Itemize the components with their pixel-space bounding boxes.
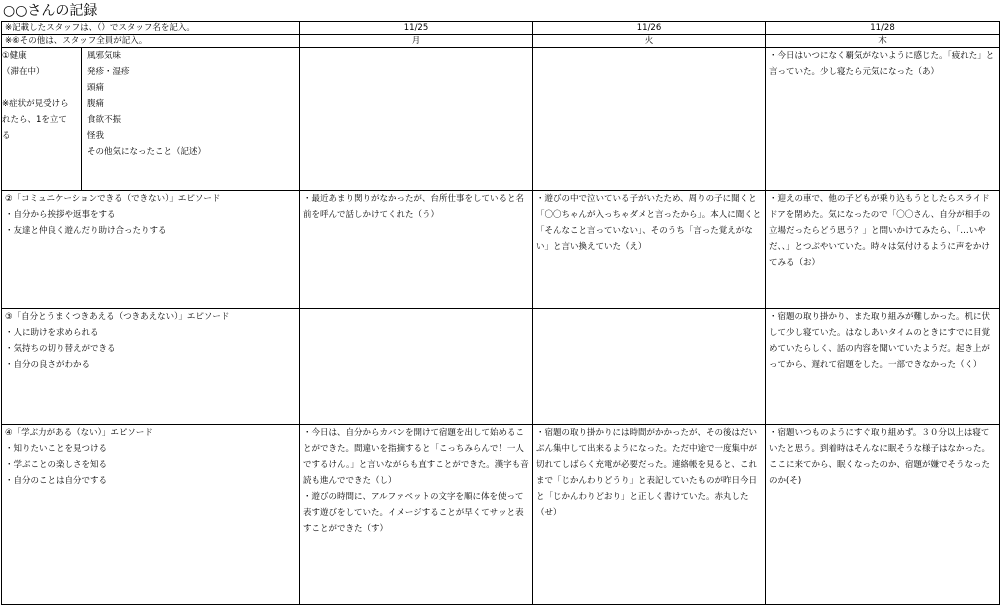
entry-cell	[533, 48, 766, 191]
date-header: 11/28	[766, 22, 1000, 35]
category-point: ・自分の良さがわかる	[5, 360, 91, 370]
health-label-line: ※症状が見受けら	[2, 99, 69, 109]
health-label-line: る	[2, 131, 11, 141]
category-cell	[2, 191, 300, 309]
symptom-item: その他気になったこと（記述）	[87, 147, 207, 157]
weekday-header: 火	[533, 35, 766, 48]
health-label-line: れたら、1を立て	[2, 115, 67, 125]
symptom-item: 風邪気味	[87, 51, 122, 61]
symptom-list	[82, 48, 206, 190]
note-all-staff: ※⑥その他は、スタッフ全員が記入。	[2, 35, 300, 48]
header-row-dates	[2, 22, 1000, 35]
health-label-line: （滞在中）	[2, 67, 45, 77]
entry-cell	[300, 48, 533, 191]
health-label-line: ①健康	[2, 51, 27, 61]
record-table	[1, 21, 1000, 605]
episode-row-self	[2, 309, 1000, 425]
entry-cell	[533, 309, 766, 425]
category-point: ・友達と仲良く遊んだり助け合ったりする	[5, 226, 167, 236]
symptom-item: 腹痛	[87, 99, 105, 109]
entry-cell: ・迎えの車で、他の子どもが乗り込もうとしたらスライドドアを閉めた。気になったので「〇〇さん、自分が相手の立場だったらどう思う？」と問いかけてみたら、「…いやだ、、」とつぶやいていた。時々は気付けるように声をかけてみる（お）	[766, 191, 1000, 309]
category-cell	[2, 309, 300, 425]
entry-cell: ・今日はいつになく覇気がないように感じた。「疲れた」と言っていた。少し寝たら元気になった（あ）	[766, 48, 1000, 191]
symptom-item: 発疹・湿疹	[87, 67, 130, 77]
category-point: ・気持ちの切り替えができる	[5, 344, 116, 354]
entry-cell: ・宿題いつものようにすぐ取り組めず。３０分以上は寝ていたと思う。到着時はそんなに眠そうな様子はなかった。ここに来てから、眠くなったのか、宿題が嫌でそうなったのか(そ)	[766, 425, 1000, 605]
category-heading: ③「自分とうまくつきあえる（つきあえない）」エピソード	[5, 312, 230, 322]
page-title: ○○さんの記録	[3, 3, 98, 19]
episode-row-communication	[2, 191, 1000, 309]
date-header: 11/25	[300, 22, 533, 35]
date-header: 11/26	[533, 22, 766, 35]
health-row	[2, 48, 1000, 191]
weekday-header: 月	[300, 35, 533, 48]
health-label-line	[2, 80, 78, 96]
entry-cell: ・最近あまり関りがなかったが、台所仕事をしていると名前を呼んで話しかけてくれた（う）	[300, 191, 533, 309]
note-staff-name: ※記載したスタッフは、（）でスタッフ名を記入。	[2, 22, 300, 35]
header-row-weekdays	[2, 35, 1000, 48]
symptom-item: 食欲不振	[87, 115, 122, 125]
category-point: ・自分のことは自分でする	[5, 476, 108, 486]
entry-cell: ・遊びの中で泣いている子がいたため、周りの子に聞くと「〇〇ちゃんが入っちゃダメと言ったから」。本人に聞くと「そんなこと言っていない」、そのうち「言った覚えがない」と言い換えていた（え）	[533, 191, 766, 309]
category-point: ・知りたいことを見つける	[5, 444, 108, 454]
health-label	[2, 48, 83, 190]
category-cell	[2, 425, 300, 605]
entry-cell	[300, 309, 533, 425]
health-category-cell	[2, 48, 300, 191]
category-point: ・自分から挨拶や返事をする	[5, 210, 116, 220]
category-heading: ②「コミュニケーションできる（できない）」エピソード	[5, 194, 221, 204]
entry-cell: ・今日は、自分からカバンを開けて宿題を出して始めることができた。間違いを指摘すると「こっちみらんで！一人でするけん。」と言いながらも直すことができた。漢字も音読も進んでできた（し） ・遊びの時間に、アルファベットの文字を順に体を使って表す遊びをしていた。イメージすることが早くてサッと表すことができた（す）	[300, 425, 533, 605]
entry-cell: ・宿題の取り掛かり、また取り組みが難しかった。机に伏して少し寝ていた。はなしあいタイムのときにすでに目覚めていたらしく、話の内容を聞いていたようだ。起き上がってから、遅れて宿題をした。一部できなかった（く）	[766, 309, 1000, 425]
category-point: ・学ぶことの楽しさを知る	[5, 460, 108, 470]
category-point: ・人に助けを求められる	[5, 328, 99, 338]
entry-cell: ・宿題の取り掛かりには時間がかかったが、その後はだいぶん集中して出来るようになった。ただ中途で一度集中が切れてしばらく充電が必要だった。連絡帳を見ると、これまで「じかんわりどうり」と表記していたものが昨日今日と「じかんわりどおり」と正しく書けていた。赤丸した（せ）	[533, 425, 766, 605]
weekday-header: 木	[766, 35, 1000, 48]
symptom-item: 怪我	[87, 131, 105, 141]
episode-row-learning	[2, 425, 1000, 605]
category-heading: ④「学ぶ力がある（ない）」エピソード	[5, 428, 153, 438]
symptom-item: 頭痛	[87, 83, 105, 93]
